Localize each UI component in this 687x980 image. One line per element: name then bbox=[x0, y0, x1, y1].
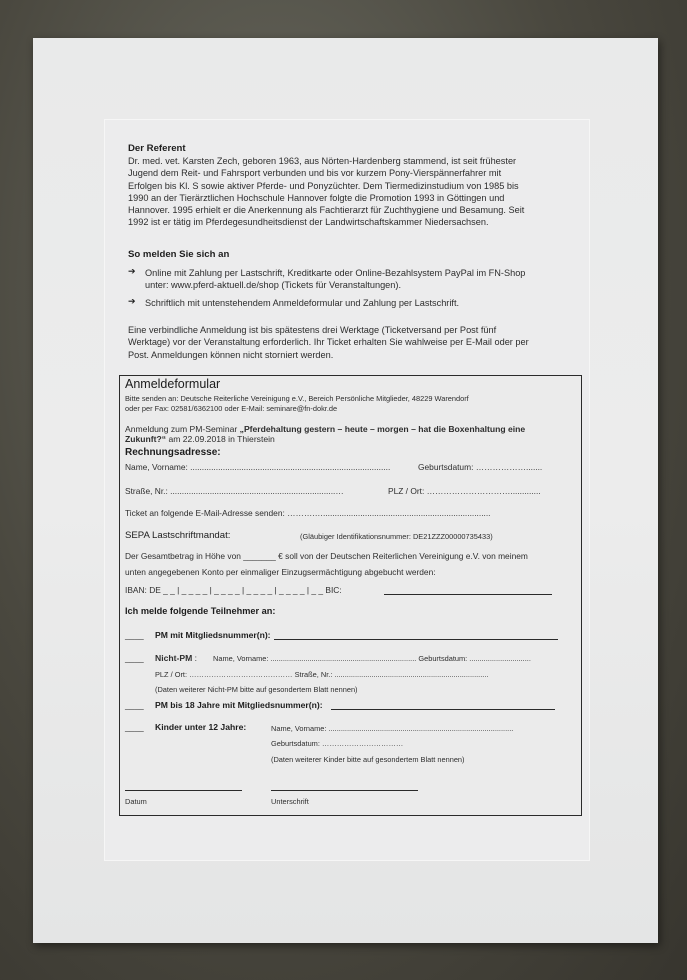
form-send-fax: oder per Fax: 02581/6362100 oder E-Mail: seminare@fn-dokr.de bbox=[125, 404, 338, 413]
seminar-prefix: Anmeldung zum PM-Seminar bbox=[125, 424, 240, 434]
pm-youth-checkbox-blank[interactable]: ____ bbox=[125, 700, 144, 710]
signup-option-online-link: unter: www.pferd-aktuell.de/shop (Tickets für Veranstaltungen). bbox=[145, 280, 402, 290]
non-pm-label-wrap bbox=[155, 653, 197, 664]
form-send-address: Bitte senden an: Deutsche Reiterliche Vereinigung e.V., Bereich Persönliche Mitglieder, 48229 Warendorf bbox=[125, 394, 469, 403]
signature-label: Unterschrift bbox=[271, 797, 309, 806]
non-pm-colon: : bbox=[192, 653, 197, 663]
referent-line: Dr. med. vet. Karsten Zech, geboren 1963, aus Nörten-Hardenberg stammend, ist seit frühester bbox=[128, 156, 517, 166]
signature-line[interactable] bbox=[271, 790, 418, 791]
children-name-field[interactable]: Name, Vorname: .......................................................................................... bbox=[271, 724, 514, 733]
sepa-authorization-text: unten angegebenen Konto per einmaliger Einzugsermächtigung abgebucht werden: bbox=[125, 567, 436, 577]
children-birthdate-field[interactable]: Geburtsdatum: …………………………… bbox=[271, 739, 404, 748]
pm-member-number-line[interactable] bbox=[274, 639, 558, 640]
sepa-amount-text: Der Gesamtbetrag in Höhe von _______ € soll von der Deutschen Reiterlichen Vereinigung e.V. von meinem bbox=[125, 551, 528, 561]
seminar-date-place: am 22.09.2018 in Thierstein bbox=[166, 434, 275, 444]
billing-heading: Rechnungsadresse: bbox=[125, 447, 221, 458]
seminar-line-2 bbox=[125, 434, 275, 445]
iban-field[interactable]: IBAN: DE _ _ | _ _ _ _ | _ _ _ _ | _ _ _ _ | _ _ _ _ | _ _ BIC: bbox=[125, 585, 342, 595]
registration-note bbox=[128, 324, 529, 361]
creditor-id: (Gläubiger Identifikationsnummer: DE21ZZZ00000735433) bbox=[300, 532, 493, 541]
participants-heading: Ich melde folgende Teilnehmer an: bbox=[125, 606, 276, 616]
referent-line: 1990 an der Tierärztlichen Hochschule Hannover folgte die Promotion 1993 in Göttingen und bbox=[128, 192, 505, 203]
non-pm-name-field[interactable]: Name, Vorname: ....................................................................... Geburtsdatum: .............................. bbox=[213, 654, 531, 663]
referent-line: Erfolgen bis Kl. S sowie aktiver Pferde- und Ponyzüchter. Dem Tiermedizinstudium von 1985 bis bbox=[128, 180, 519, 191]
zip-city-field[interactable]: PLZ / Ort: …………………………............. bbox=[388, 486, 541, 496]
referent-line: Jugend dem Reit- und Fahrsport verbunden und bis vor kurzem Pony-Vierspännerfahrer mit bbox=[128, 168, 502, 179]
arrow-right-icon: ➔ bbox=[128, 296, 136, 306]
birthdate-field[interactable]: Geburtsdatum: ………………....... bbox=[418, 462, 543, 472]
signup-option-written: Schriftlich mit untenstehendem Anmeldeformular und Zahlung per Lastschrift. bbox=[145, 298, 460, 308]
signup-option-online: Online mit Zahlung per Lastschrift, Kreditkarte oder Online-Bezahlsystem PayPal im FN-Shop bbox=[145, 268, 526, 278]
referent-line: Hannover. 1995 erhielt er die Anerkennung als Fachtierarzt für Zuchthygiene und Besamung. Seit bbox=[128, 205, 525, 216]
pm-youth-label: PM bis 18 Jahre mit Mitgliedsnummer(n): bbox=[155, 700, 323, 710]
children-checkbox-blank[interactable]: ____ bbox=[125, 722, 144, 732]
non-pm-checkbox-blank[interactable]: ____ bbox=[125, 653, 144, 663]
date-signature-line[interactable] bbox=[125, 790, 242, 791]
children-label: Kinder unter 12 Jahre: bbox=[155, 722, 247, 732]
sepa-heading: SEPA Lastschriftmandat: bbox=[125, 530, 231, 541]
arrow-right-icon: ➔ bbox=[128, 266, 136, 276]
seminar-title: „Pferdehaltung gestern – heute – morgen – hat die Boxenhaltung eine bbox=[239, 424, 526, 434]
bic-input-line[interactable] bbox=[384, 594, 552, 595]
referent-heading: Der Referent bbox=[128, 143, 186, 154]
form-title: Anmeldeformular bbox=[125, 377, 221, 391]
ticket-email-field[interactable]: Ticket an folgende E-Mail-Adresse senden: ……….…........................................................................ bbox=[125, 508, 491, 518]
seminar-title-cont: Zukunft?“ bbox=[125, 434, 167, 444]
date-label: Datum bbox=[125, 797, 147, 806]
non-pm-label: Nicht-PM bbox=[155, 653, 193, 663]
pm-member-checkbox-blank[interactable]: ____ bbox=[125, 630, 144, 640]
referent-paragraph bbox=[128, 155, 524, 229]
name-field[interactable]: Name, Vorname: ...................................................................................... bbox=[125, 462, 391, 472]
pm-member-label: PM mit Mitgliedsnummer(n): bbox=[155, 630, 271, 640]
note-line: Eine verbindliche Anmeldung ist bis spätestens drei Werktage (Ticketversand per Post fünf bbox=[128, 325, 497, 335]
pm-youth-number-line[interactable] bbox=[331, 709, 555, 710]
note-line: Werktage) vor der Veranstaltung erforderlich. Ihr Ticket erhalten Sie wahlweise per E-Mail oder per bbox=[128, 337, 529, 348]
anmelden-heading: So melden Sie sich an bbox=[128, 249, 230, 260]
non-pm-note: (Daten weiterer Nicht-PM bitte auf gesondertem Blatt nennen) bbox=[155, 685, 358, 694]
note-line: Post. Anmeldungen können nicht storniert werden. bbox=[128, 349, 334, 360]
referent-line: 1992 ist er tätig im Pferdegesundheitsdienst der Landwirtschaftskammer Niedersachsen. bbox=[128, 217, 489, 228]
street-field[interactable]: Straße, Nr.: .......................................................................… bbox=[125, 486, 344, 496]
children-note: (Daten weiterer Kinder bitte auf gesondertem Blatt nennen) bbox=[271, 755, 465, 764]
non-pm-address-field[interactable]: PLZ / Ort: …………………………………… Straße, Nr.: ........................................................................... bbox=[155, 670, 489, 679]
